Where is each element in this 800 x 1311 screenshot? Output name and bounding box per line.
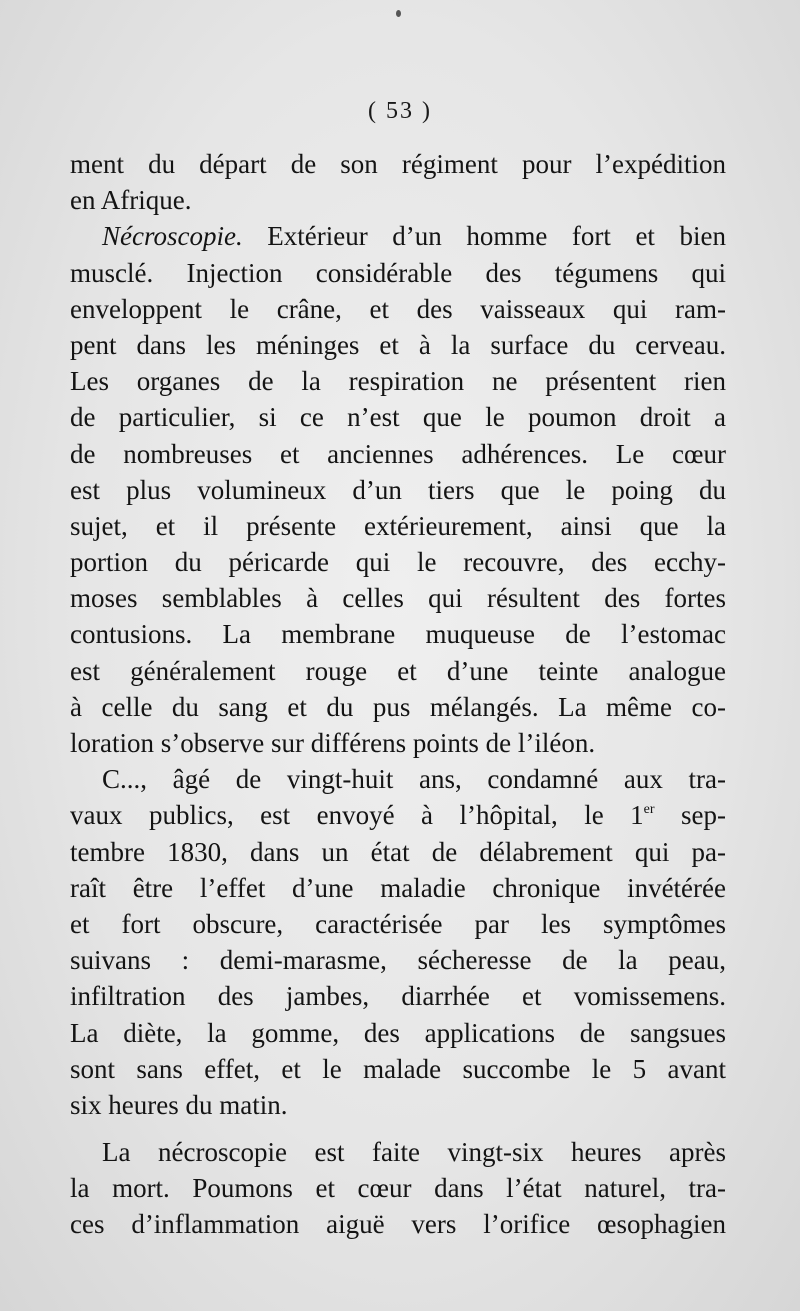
line-text: à celle du sang et du pus mélangés. La même co-: [70, 691, 726, 722]
text-line: [70, 580, 726, 616]
text-line: [70, 1170, 726, 1206]
line-text: sont sans effet, et le malade succombe le 5 avant: [70, 1053, 726, 1084]
paragraph-gap: [70, 1123, 726, 1134]
line-text: loration s’observe sur différens points de l’iléon.: [70, 728, 596, 758]
text-line: [70, 761, 726, 797]
line-text: de particulier, si ce n’est que le poumon droit a: [70, 402, 726, 433]
text-line: [70, 797, 726, 833]
text-line: [70, 182, 726, 218]
text-line: [70, 942, 726, 978]
line-text: enveloppent le crâne, et des vaisseaux qui ram-: [70, 293, 726, 324]
text-line: [70, 399, 726, 435]
line-text: infiltration des jambes, diarrhée et vomissemens.: [70, 981, 726, 1012]
text-line: [70, 472, 726, 508]
ink-speck: [396, 10, 401, 17]
line-text: moses semblables à celles qui résultent des fortes: [70, 583, 726, 614]
text-line: [70, 255, 726, 291]
line-text-tail: sep-: [654, 800, 726, 831]
line-text: portion du péricarde qui le recouvre, des ecchy-: [70, 547, 726, 578]
line-text: C..., âgé de vingt-huit ans, condamné aux tra-: [102, 764, 726, 795]
line-text: et fort obscure, caractérisée par les symptômes: [70, 908, 726, 939]
text-line: [70, 978, 726, 1014]
line-text: tembre 1830, dans un état de délabrement qui pa-: [70, 836, 726, 867]
line-text: ces d’inflammation aiguë vers l’orifice œsophagien: [70, 1209, 726, 1240]
text-line: [70, 1134, 726, 1170]
text-line: [70, 834, 726, 870]
text-line: [70, 870, 726, 906]
line-text: ment du départ de son régiment pour l’expédition: [70, 149, 726, 179]
line-text: La nécroscopie est faite vingt-six heures après: [102, 1137, 726, 1168]
text-line: [70, 436, 726, 472]
text-line: [70, 291, 726, 327]
text-line: [70, 363, 726, 399]
text-line: [70, 1051, 726, 1087]
text-line: [70, 146, 726, 182]
italic-term: Nécroscopie.: [102, 221, 243, 252]
line-text: est généralement rouge et d’une teinte analogue: [70, 655, 726, 686]
text-line: [70, 1087, 726, 1123]
line-text: Extérieur d’un homme fort et bien: [242, 221, 726, 252]
line-text: de nombreuses et anciennes adhérences. Le cœur: [70, 438, 726, 469]
line-text: la mort. Poumons et cœur dans l’état naturel, tra-: [70, 1173, 726, 1204]
line-text: en Afrique.: [70, 185, 192, 216]
line-text: vaux publics, est envoyé à l’hôpital, le 1: [70, 800, 644, 831]
text-line: [70, 653, 726, 689]
line-text: raît être l’effet d’une maladie chronique invétérée: [70, 872, 726, 903]
text-line: [70, 725, 726, 761]
text-line: [70, 544, 726, 580]
line-text: sujet, et il présente extérieurement, ainsi que la: [70, 510, 726, 541]
line-text: pent dans les méninges et à la surface du cerveau.: [70, 329, 726, 360]
line-text: Les organes de la respiration ne présentent rien: [70, 366, 726, 397]
line-text: six heures du matin.: [70, 1089, 288, 1120]
text-line: [70, 1206, 726, 1242]
line-text: suivans : demi-marasme, sécheresse de la peau,: [70, 945, 726, 976]
text-line: [70, 327, 726, 363]
line-text: La diète, la gomme, des applications de sangsues: [70, 1017, 726, 1048]
superscript: er: [643, 802, 655, 818]
text-line: [70, 616, 726, 652]
text-line: [70, 1015, 726, 1051]
text-line: [70, 218, 726, 254]
text-line: [70, 906, 726, 942]
page-number: ( 53 ): [368, 98, 432, 124]
line-text: est plus volumineux d’un tiers que le poing du: [70, 474, 726, 505]
text-line: [70, 689, 726, 725]
body-text: [70, 146, 726, 1243]
text-line: [70, 508, 726, 544]
line-text: musclé. Injection considérable des tégumens qui: [70, 257, 726, 288]
line-text: contusions. La membrane muqueuse de l’estomac: [70, 619, 726, 650]
